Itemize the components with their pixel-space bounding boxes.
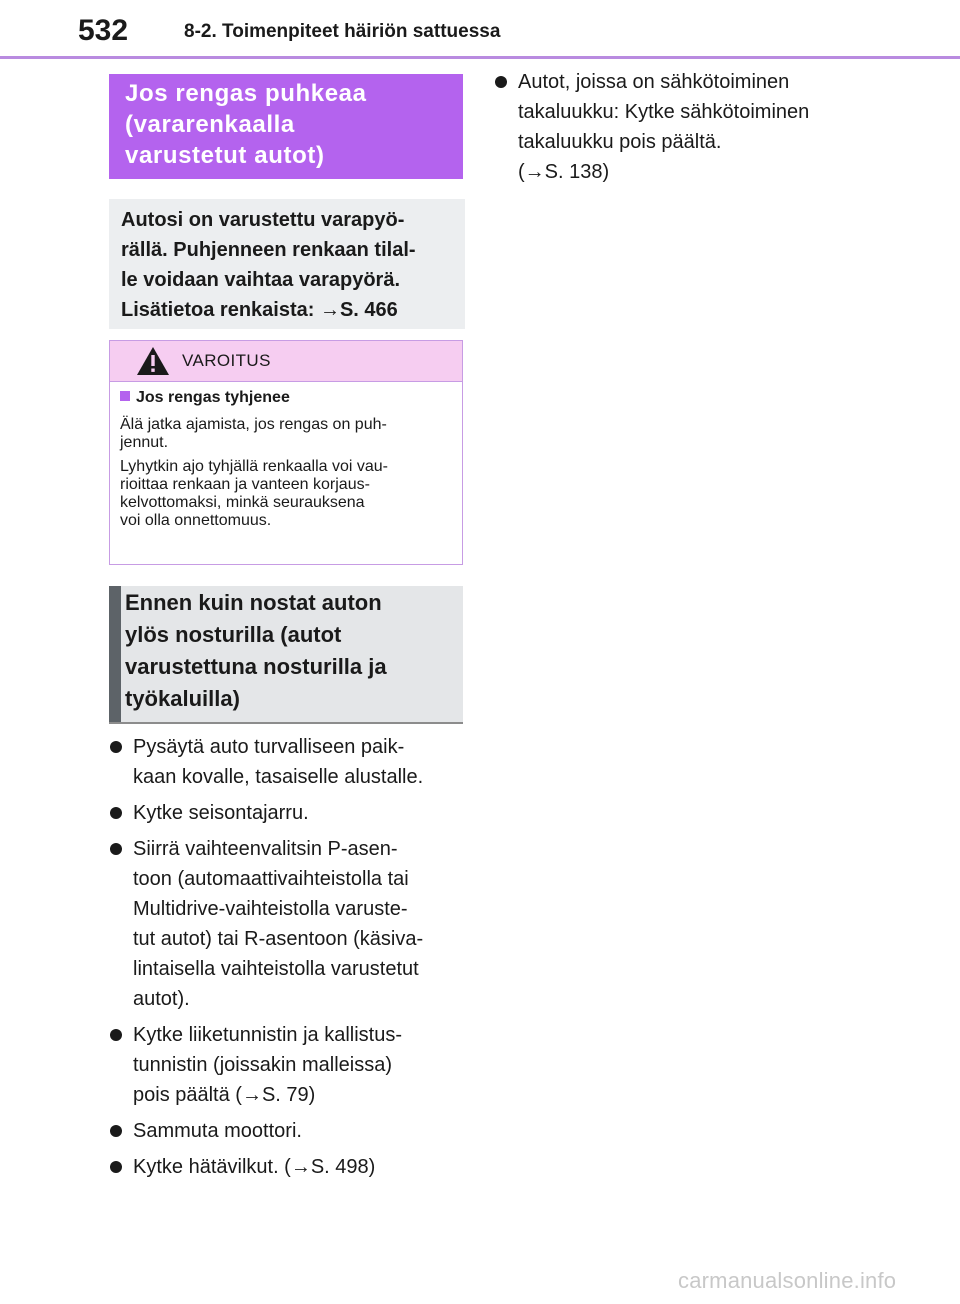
warning-subheading-text: Jos rengas tyhjenee	[136, 389, 290, 406]
info-line: Autosi on varustettu varapyö-	[121, 209, 405, 231]
info-line: rällä. Puhjenneen renkaan tilal-	[121, 239, 416, 261]
bullet-text-line: takaluukku: Kytke sähkötoiminen	[518, 101, 810, 123]
heading-line: työkaluilla)	[125, 686, 240, 711]
bullet-item	[109, 1020, 469, 1110]
bullet-text-line: (→S. 138)	[518, 161, 610, 183]
bullet-dot-icon	[110, 843, 122, 855]
warning-header	[110, 341, 462, 382]
warning-text-line: rioittaa renkaan ja vanteen korjaus-	[120, 476, 370, 493]
bullet-dot-icon	[110, 1161, 122, 1173]
bullet-text-line: toon (automaattivaihteistolla tai	[133, 868, 409, 890]
bullet-dot-icon	[110, 741, 122, 753]
bullet-text-line: pois päältä (→S. 79)	[133, 1084, 316, 1106]
warning-paragraph	[120, 416, 452, 452]
section-title: 8-2. Toimenpiteet häiriön sattuessa	[184, 21, 501, 42]
warning-body	[110, 382, 462, 530]
bullet-dot-icon	[495, 76, 507, 88]
bullet-text-line: Multidrive-vaihteistolla varuste-	[133, 898, 408, 920]
heading-line: Ennen kuin nostat auton	[125, 590, 382, 615]
heading-line: Jos rengas puhkeaa	[125, 80, 367, 107]
header-divider	[0, 56, 960, 59]
bullet-text-line: Kytke liiketunnistin ja kallistus-	[133, 1024, 402, 1046]
warning-label: VAROITUS	[182, 351, 271, 370]
bullet-item	[109, 1116, 469, 1146]
bullet-text-line: Autot, joissa on sähkötoiminen	[518, 71, 790, 93]
watermark: carmanualsonline.info	[678, 1268, 897, 1293]
bullet-text-line: kaan kovalle, tasaiselle alustalle.	[133, 766, 424, 788]
jack-heading-text	[125, 587, 455, 715]
right-bullet-list	[494, 67, 874, 193]
page-number: 532	[78, 14, 129, 47]
warning-triangle-icon	[136, 346, 170, 376]
bullet-text-line: Pysäytä auto turvalliseen paik-	[133, 736, 405, 758]
heading-line: (vararenkaalla	[125, 111, 295, 138]
heading-line: varustettuna nosturilla ja	[125, 654, 387, 679]
warning-text-line: jennut.	[120, 434, 169, 451]
bullet-text-line: autot).	[133, 988, 190, 1010]
warning-text-line: Älä jatka ajamista, jos rengas on puh-	[120, 416, 387, 433]
bullet-item	[109, 1152, 469, 1182]
page-header	[0, 0, 960, 60]
bullet-text-line: takaluukku pois päältä.	[518, 131, 722, 153]
bullet-dot-icon	[110, 1125, 122, 1137]
bullet-item	[109, 798, 469, 828]
bullet-text-line: tut autot) tai R-asentoon (käsiva-	[133, 928, 424, 950]
bullet-dot-icon	[110, 1029, 122, 1041]
warning-text-line: kelvottomaksi, minkä seurauksena	[120, 494, 365, 511]
bullet-item	[109, 732, 469, 792]
warning-text-line: voi olla onnettomuus.	[120, 512, 272, 529]
flat-tire-heading-box	[109, 74, 463, 179]
warning-paragraph	[120, 458, 452, 530]
square-bullet-icon	[120, 391, 130, 401]
bullet-text-line: lintaisella vaihteistolla varustetut	[133, 958, 419, 980]
bullet-text-line: Sammuta moottori.	[133, 1120, 302, 1142]
bullet-text-line: Siirrä vaihteenvalitsin P-asen-	[133, 838, 398, 860]
info-line: Lisätietoa renkaista: →S. 466	[121, 299, 398, 321]
left-bullet-list	[109, 732, 469, 1188]
bullet-text-line: Kytke seisontajarru.	[133, 802, 309, 824]
spare-tire-info-box	[109, 199, 465, 329]
bullet-item	[109, 834, 469, 1014]
info-line: le voidaan vaihtaa varapyörä.	[121, 269, 401, 291]
bullet-dot-icon	[110, 807, 122, 819]
bullet-item	[494, 67, 874, 187]
warning-text-line: Lyhytkin ajo tyhjällä renkaalla voi vau-	[120, 458, 388, 475]
warning-box	[109, 340, 463, 565]
bullet-text-line: Kytke hätävilkut. (→S. 498)	[133, 1156, 376, 1178]
heading-line: ylös nosturilla (autot	[125, 622, 342, 647]
jack-section-heading	[109, 586, 463, 724]
bullet-text-line: tunnistin (joissakin malleissa)	[133, 1054, 392, 1076]
warning-subheading	[120, 388, 452, 408]
heading-accent-bar	[109, 586, 121, 722]
heading-line: varustetut autot)	[125, 142, 325, 169]
